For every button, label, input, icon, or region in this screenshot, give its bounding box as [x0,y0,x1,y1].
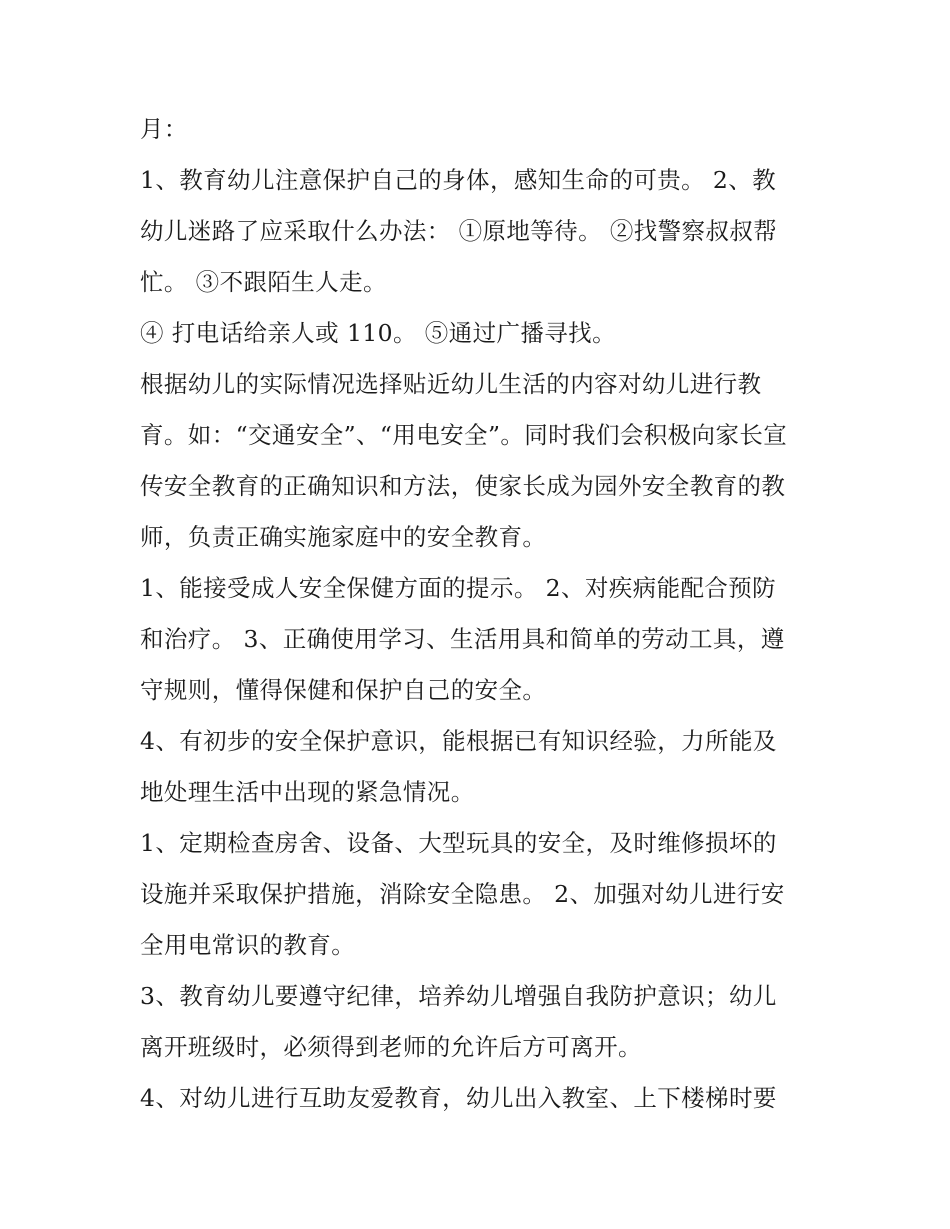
text-line: 4、对幼儿进行互助友爱教育，幼儿出入教室、上下楼梯时要 [140,1084,777,1112]
text-line: 守规则，懂得保健和保护自己的安全。 [140,676,547,704]
text-line: 和治疗。 3、正确使用学习、生活用具和简单的劳动工具，遵 [140,625,785,653]
text-line: 1、定期检查房舍、设备、大型玩具的安全，及时维修损坏的 [140,829,777,857]
text-line: 传安全教育的正确知识和方法，使家长成为园外安全教育的教 [140,472,786,500]
text-line: 地处理生活中出现的紧急情况。 [140,778,475,806]
document-body [140,104,820,1124]
text-line: 幼儿迷路了应采取什么办法： ①原地等待。 ②找警察叔叔帮 [140,217,778,245]
text-line: 离开班级时，必须得到老师的允许后方可离开。 [140,1033,642,1061]
text-line: 1、能接受成人安全保健方面的提示。 2、对疾病能配合预防 [140,574,777,602]
text-line: 设施并采取保护措施，消除安全隐患。 2、加强对幼儿进行安 [140,880,785,908]
text-line: 忙。 ③不跟陌生人走。 [140,268,387,296]
text-line: 月： [140,115,188,143]
text-line: 1、教育幼儿注意保护自己的身体，感知生命的可贵。 2、教 [140,166,777,194]
text-line: 育。如：“交通安全”、“用电安全”。同时我们会积极向家长宣 [140,421,788,449]
text-line: ④ 打电话给亲人或 110。 ⑤通过广播寻找。 [140,319,616,347]
text-line: 3、教育幼儿要遵守纪律，培养幼儿增强自我防护意识；幼儿 [140,982,777,1010]
text-line: 全用电常识的教育。 [140,931,356,959]
text-line: 师，负责正确实施家庭中的安全教育。 [140,523,547,551]
text-line: 根据幼儿的实际情况选择贴近幼儿生活的内容对幼儿进行教 [140,370,762,398]
text-line: 4、有初步的安全保护意识，能根据已有知识经验，力所能及 [140,727,777,755]
